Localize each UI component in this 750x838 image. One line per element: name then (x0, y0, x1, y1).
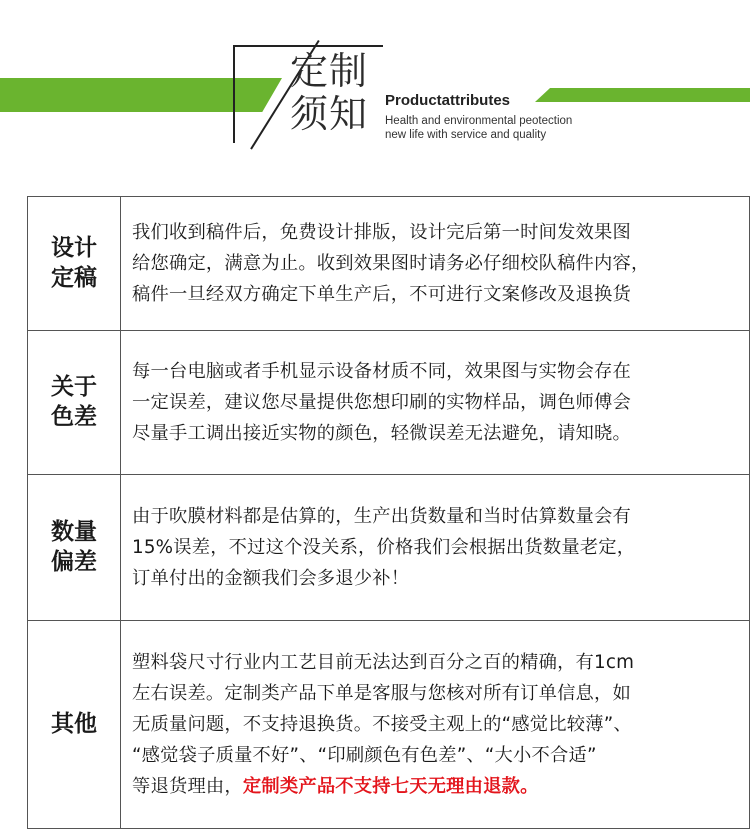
english-subtitle-2: new life with service and quality (385, 129, 547, 141)
title-line-2: 须知 (290, 92, 369, 136)
header-banner (0, 0, 750, 195)
frame-top-line (233, 45, 383, 47)
row-content (121, 197, 749, 330)
label-line: 数量 (51, 519, 97, 546)
row-label (28, 621, 121, 828)
content-line: 一定误差，建议您尽量提供您想印刷的实物样品，调色师傅会 (132, 392, 631, 413)
row-content (121, 621, 749, 828)
content-line: 给您确定，满意为止。收到效果图时请务必仔细校队稿件内容， (132, 253, 650, 274)
content-line: 尽量手工调出接近实物的颜色，轻微误差无法避免，请知晓。 (132, 423, 631, 444)
english-title: Productattributes (385, 92, 511, 109)
row-content (121, 331, 749, 474)
title-line-1: 定制 (290, 49, 369, 93)
english-subtitle-1: Health and environmental peotection (385, 115, 573, 127)
row-label (28, 475, 121, 620)
content-line: 每一台电脑或者手机显示设备材质不同，效果图与实物会存在 (132, 361, 631, 382)
content-line: “感觉袋子质量不好”、“印刷颜色有色差”、“大小不合适” (132, 745, 597, 766)
label-line: 色差 (51, 403, 97, 430)
label-line: 定稿 (51, 264, 97, 291)
content-line: 我们收到稿件后，免费设计排版，设计完后第一时间发效果图 (132, 222, 631, 243)
content-line: 塑料袋尺寸行业内工艺目前无法达到百分之百的精确，有1cm (132, 652, 635, 673)
row-label (28, 331, 121, 474)
label-line: 偏差 (51, 548, 97, 575)
no-return-warning: 定制类产品不支持七天无理由退款。 (242, 776, 539, 797)
content-line (132, 771, 739, 802)
content-line: 稿件一旦经双方确定下单生产后，不可进行文案修改及退换货 (132, 284, 631, 305)
row-content (121, 475, 749, 620)
green-bar-right (535, 88, 750, 102)
row-other (28, 621, 749, 829)
label-line: 设计 (51, 235, 97, 262)
frame-left-line (233, 45, 235, 143)
content-line: 无质量问题，不支持退换货。不接受主观上的“感觉比较薄”、 (132, 714, 632, 735)
notice-table (27, 196, 750, 829)
label-line: 其他 (51, 710, 97, 737)
row-quantity-deviation (28, 475, 749, 621)
green-bar-left (0, 78, 282, 112)
content-line: 由于吹膜材料都是估算的，生产出货数量和当时估算数量会有 (132, 506, 631, 527)
content-line: 15%误差，不过这个没关系，价格我们会根据出货数量老定， (132, 537, 636, 558)
row-color-difference (28, 331, 749, 475)
row-label (28, 197, 121, 330)
row-design-approval (28, 197, 749, 331)
label-line: 关于 (51, 374, 97, 401)
content-line: 左右误差。定制类产品下单是客服与您核对所有订单信息，如 (132, 683, 631, 704)
content-line: 订单付出的金额我们会多退少补！ (132, 568, 410, 589)
last-line-prefix: 等退货理由， (132, 776, 243, 797)
